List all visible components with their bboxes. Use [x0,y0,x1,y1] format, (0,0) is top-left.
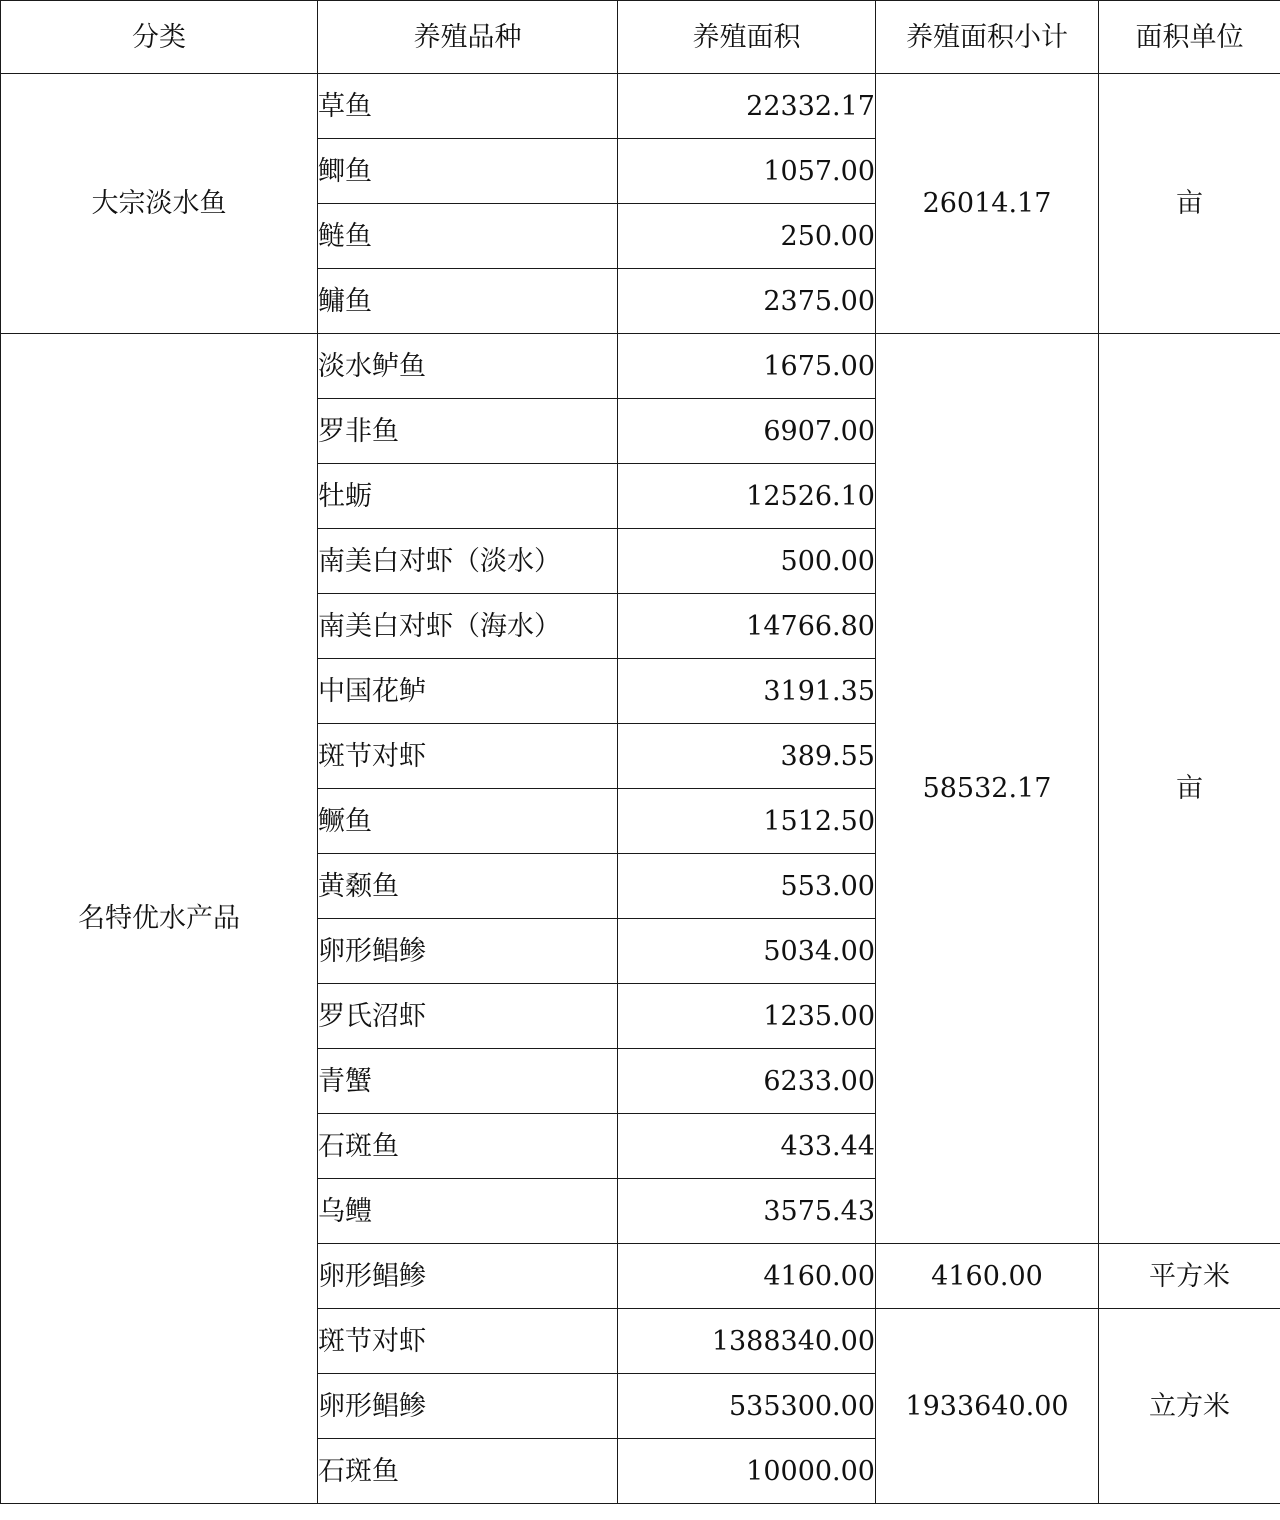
area-cell: 535300.00 [618,1374,876,1439]
area-cell: 4160.00 [618,1244,876,1309]
area-cell: 10000.00 [618,1439,876,1504]
area-cell: 1675.00 [618,334,876,399]
area-cell: 2375.00 [618,269,876,334]
species-cell: 罗非鱼 [318,399,618,464]
species-cell: 鲫鱼 [318,139,618,204]
header-unit: 面积单位 [1099,1,1280,74]
header-category: 分类 [1,1,318,74]
species-cell: 黄颡鱼 [318,854,618,919]
area-cell: 553.00 [618,854,876,919]
area-cell: 500.00 [618,529,876,594]
header-species: 养殖品种 [318,1,618,74]
area-cell: 3575.43 [618,1179,876,1244]
species-cell: 草鱼 [318,74,618,139]
table-row [1,74,1280,139]
subtotal-cell: 26014.17 [876,74,1099,334]
area-cell: 1512.50 [618,789,876,854]
species-cell: 斑节对虾 [318,724,618,789]
area-cell: 389.55 [618,724,876,789]
area-cell: 250.00 [618,204,876,269]
species-cell: 鳙鱼 [318,269,618,334]
species-cell: 南美白对虾（海水） [318,594,618,659]
subtotal-cell: 1933640.00 [876,1309,1099,1504]
area-cell: 12526.10 [618,464,876,529]
species-cell: 卵形鲳鲹 [318,1374,618,1439]
species-cell: 鳜鱼 [318,789,618,854]
area-cell: 1057.00 [618,139,876,204]
species-cell: 石斑鱼 [318,1114,618,1179]
unit-cell: 亩 [1099,334,1280,1244]
species-cell: 斑节对虾 [318,1309,618,1374]
area-cell: 433.44 [618,1114,876,1179]
area-cell: 1235.00 [618,984,876,1049]
unit-cell: 平方米 [1099,1244,1280,1309]
area-cell: 6233.00 [618,1049,876,1114]
area-cell: 3191.35 [618,659,876,724]
species-cell: 中国花鲈 [318,659,618,724]
species-cell: 石斑鱼 [318,1439,618,1504]
species-cell: 淡水鲈鱼 [318,334,618,399]
species-cell: 罗氏沼虾 [318,984,618,1049]
area-cell: 6907.00 [618,399,876,464]
species-cell: 乌鳢 [318,1179,618,1244]
header-row [1,1,1280,74]
species-cell: 卵形鲳鲹 [318,1244,618,1309]
unit-cell: 亩 [1099,74,1280,334]
table-row [1,334,1280,399]
area-cell: 22332.17 [618,74,876,139]
species-cell: 鲢鱼 [318,204,618,269]
species-cell: 卵形鲳鲹 [318,919,618,984]
category-cell: 大宗淡水鱼 [1,74,318,334]
subtotal-cell: 4160.00 [876,1244,1099,1309]
header-subtotal: 养殖面积小计 [876,1,1099,74]
species-cell: 南美白对虾（淡水） [318,529,618,594]
species-cell: 青蟹 [318,1049,618,1114]
area-cell: 1388340.00 [618,1309,876,1374]
category-cell: 名特优水产品 [1,334,318,1504]
area-cell: 14766.80 [618,594,876,659]
area-cell: 5034.00 [618,919,876,984]
subtotal-cell: 58532.17 [876,334,1099,1244]
species-cell: 牡蛎 [318,464,618,529]
unit-cell: 立方米 [1099,1309,1280,1504]
header-area: 养殖面积 [618,1,876,74]
